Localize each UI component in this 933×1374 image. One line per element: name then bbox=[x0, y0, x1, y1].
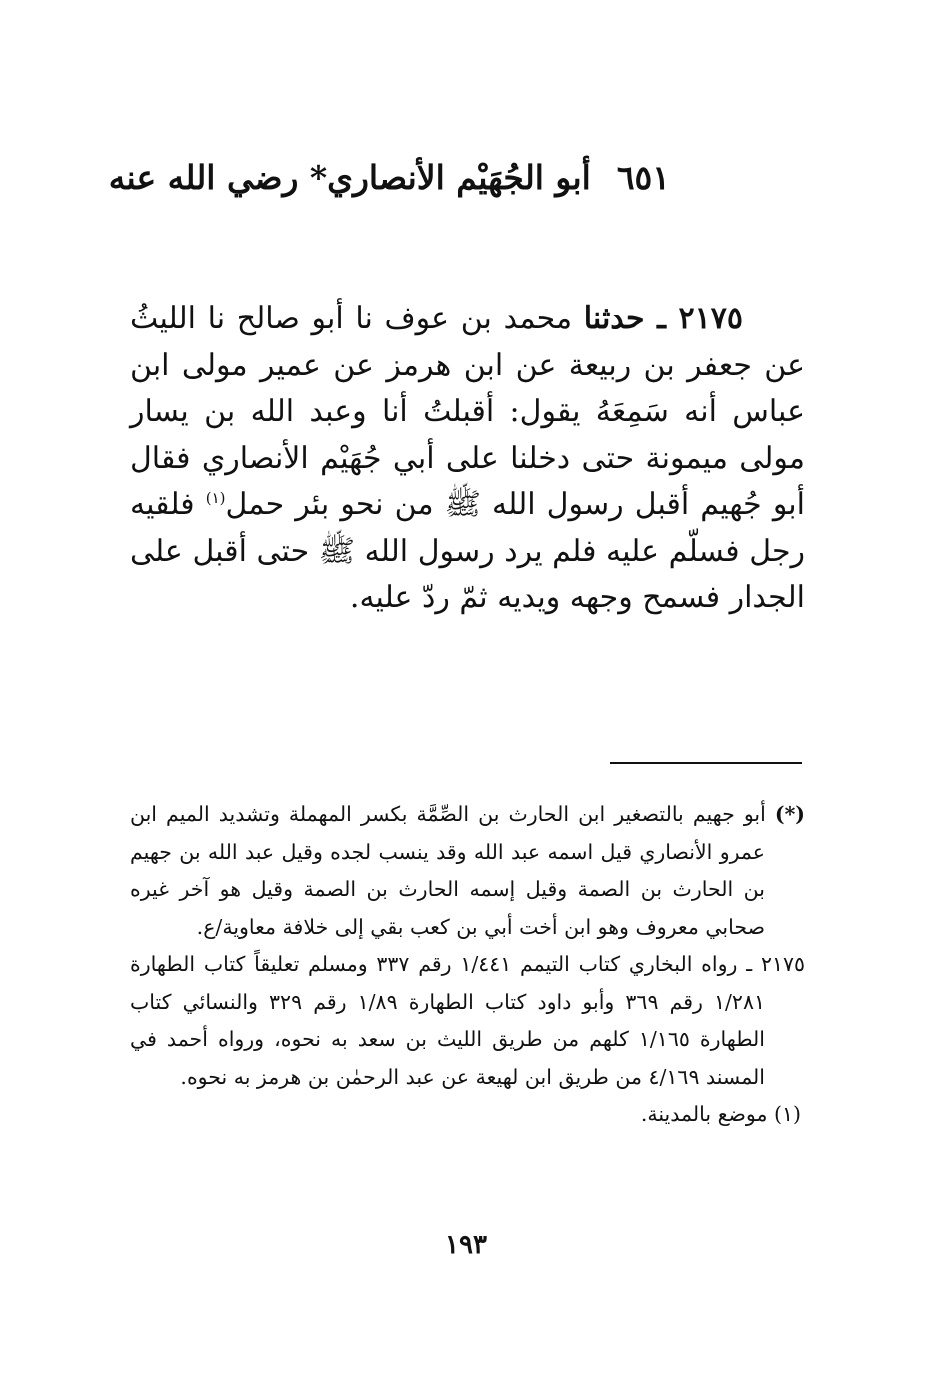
hadith-paragraph bbox=[130, 296, 805, 622]
footnote-star bbox=[130, 796, 805, 946]
footnotes-section bbox=[130, 796, 805, 1134]
footnote-one: (١) موضع بالمدينة. bbox=[640, 1102, 801, 1126]
chapter-number: ٦٥١ bbox=[616, 158, 670, 197]
hadith-body bbox=[130, 296, 805, 622]
footnote-hadith-reference: ٢١٧٥ ـ رواه البخاري كتاب التيمم ١/٤٤١ رقم ٣٣٧ ومسلم تعليقاً كتاب الطهارة ١/٢٨١ رقم ٣٦٩ وأبو داود كتاب الطهارة ١/٨٩ رقم ٣٢٩ والنسائي كتاب الطهارة ١/١٦٥ كلهم من طريق الليث بن سعد به نحوه، ورواه أحمد في المسند ٤/١٦٩ من طريق ابن لهيعة عن عبد الرحمٰن بن هرمز به نحوه. bbox=[130, 952, 805, 1089]
footnote-separator bbox=[610, 762, 802, 764]
hadith-text-part-2: فلقيه رجل فسلّم عليه فلم يرد رسول الله ﷺ حتى أقبل على الجدار فسمح وجهه ويديه ثمّ ردّ عليه. bbox=[130, 487, 805, 615]
hadith-lead: ٢١٧٥ ـ حدثنا bbox=[583, 301, 743, 336]
footnote-reference-marker: (١) bbox=[205, 489, 226, 507]
footnote-star-mark: (*) bbox=[774, 802, 805, 826]
footnote-star-text: أبو جهيم بالتصغير ابن الحارث بن الصِّمَّة بكسر المهملة وتشديد الميم ابن عمرو الأنصاري قيل اسمه عبد الله وقد ينسب لجده وقيل عبد الله بن جهيم بن الحارث بن الصمة وقيل إسمه الحارث بن الصمة وقيل هو آخر غيره صحابي معروف وهو ابن أخت أبي بن كعب بقي إلى خلافة معاوية/ع. bbox=[130, 802, 775, 939]
chapter-heading bbox=[108, 158, 670, 198]
page-number: ١٩٣ bbox=[445, 1230, 487, 1260]
chapter-title-text: أبو الجُهَيْم الأنصاري* رضي الله عنه bbox=[108, 158, 591, 197]
hadith-text-part-1: محمد بن عوف نا أبو صالح نا الليثُ عن جعفر بن ربيعة عن ابن هرمز عن عمير مولى ابن عباس أنه سَمِعَهُ يقول: أقبلتُ أنا وعبد الله بن يسار مولى ميمونة حتى دخلنا على أبي جُهَيْم الأنصاري فقال أبو جُهيم أقبل رسول الله ﷺ من نحو بئر حمل bbox=[130, 301, 805, 522]
